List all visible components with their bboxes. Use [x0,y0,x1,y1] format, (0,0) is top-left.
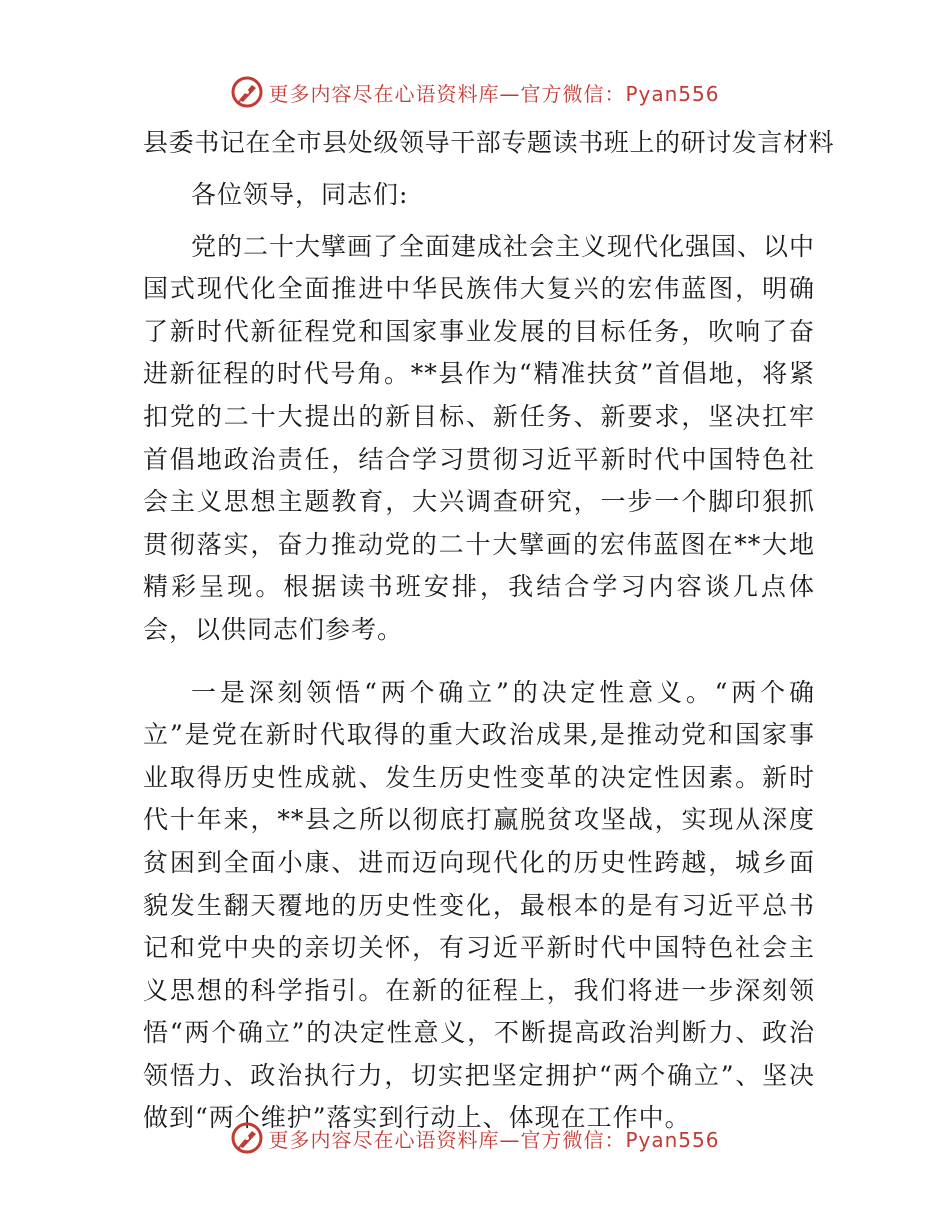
document-title: 县委书记在全市县处级领导干部专题读书班上的研讨发言材料 [143,128,835,157]
header-banner-text: 更多内容尽在心语资料库—官方微信：Pyan556 [268,81,720,106]
pen-circle-icon [230,75,264,109]
header-banner [0,72,950,112]
footer-banner [0,1118,950,1158]
footer-banner-text: 更多内容尽在心语资料库—官方微信：Pyan556 [268,1127,720,1152]
paragraph-1: 党的二十大擘画了全面建成社会主义现代化强国、以中国式现代化全面推进中华民族伟大复兴的宏伟蓝图，明确了新时代新征程党和国家事业发展的目标任务，吹响了奋进新征程的时代号角。**县作为“精准扶贫”首倡地，将紧扣党的二十大提出的新目标、新任务、新要求，坚决扛牢首倡地政治责任，结合学习贯彻习近平新时代中国特色社会主义思想主题教育，大兴调查研究，一步一个脚印狠抓贯彻落实，奋力推动党的二十大擘画的宏伟蓝图在**大地精彩呈现。根据读书班安排，我结合学习内容谈几点体会，以供同志们参考。 [143,231,816,644]
salutation: 各位领导，同志们: [191,180,409,209]
document-body [143,122,835,1140]
pen-circle-icon [230,1121,264,1155]
paragraph-2: 一是深刻领悟“两个确立”的决定性意义。“两个确立”是党在新时代取得的重大政治成果,是推动党和国家事业取得历史性成就、发生历史性变革的决定性因素。新时代十年来，**县之所以彻底打赢脱贫攻坚战，实现从深度贫困到全面小康、进而迈向现代化的历史性跨越，城乡面貌发生翻天覆地的历史性变化，最根本的是有习近平总书记和党中央的亲切关怀，有习近平新时代中国特色社会主义思想的科学指引。在新的征程上，我们将进一步深刻领悟“两个确立”的决定性意义，不断提高政治判断力、政治领悟力、政治执行力，切实把坚定拥护“两个确立”、坚决做到“两个维护”落实到行动上、体现在工作中。 [143,677,815,1133]
